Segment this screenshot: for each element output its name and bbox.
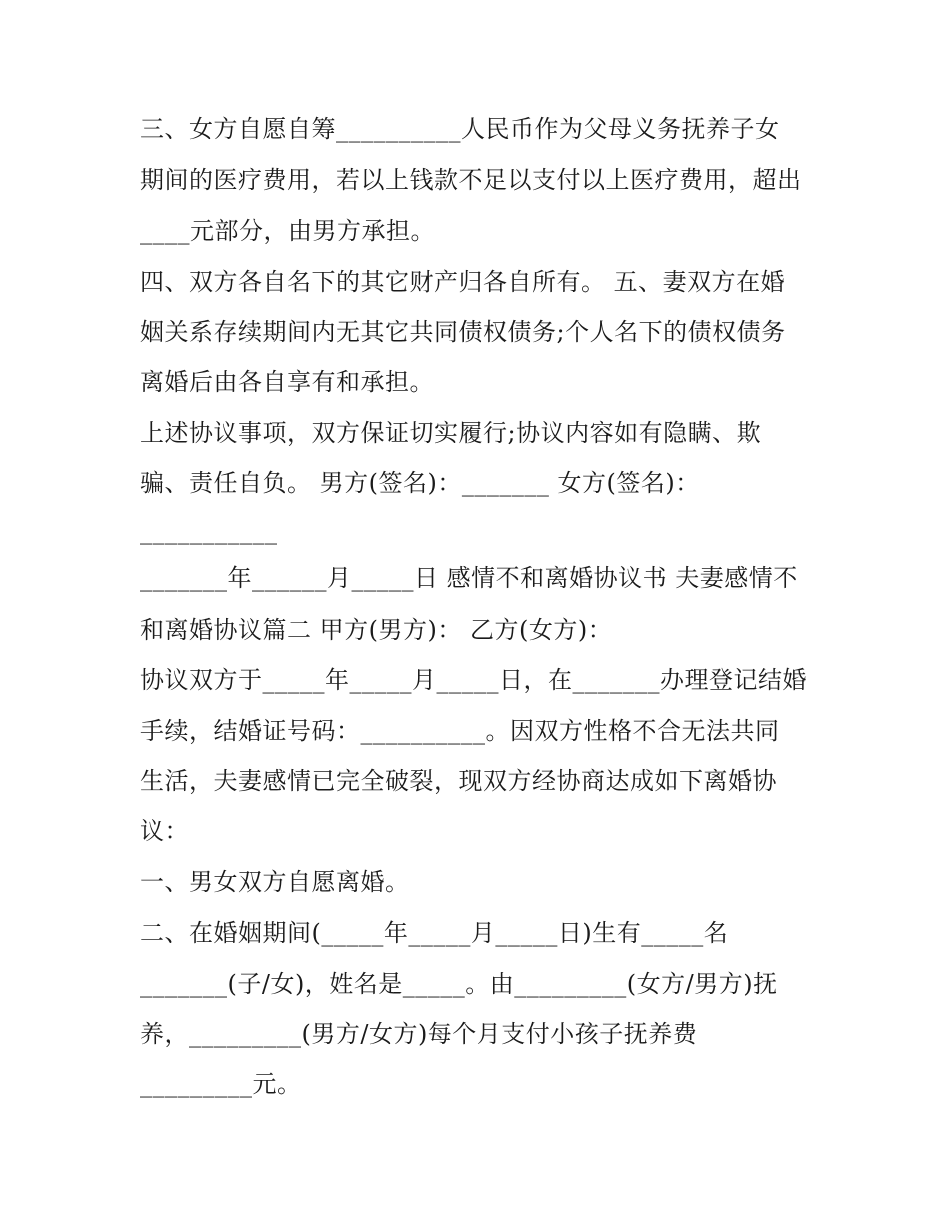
text-line: _______(子/女)，姓名是_____。由_________(女方/男方)抚	[140, 970, 778, 998]
text-line: 骗、责任自负。 男方(签名)：_______ 女方(签名)：	[140, 469, 700, 497]
text-line: 离婚后由各自享有和承担。	[140, 368, 434, 396]
text-line: 期间的医疗费用，若以上钱款不足以支付以上医疗费用，超出	[140, 166, 802, 194]
text-line: ___________	[140, 517, 278, 545]
text-line: 一、男女双方自愿离婚。	[140, 868, 410, 896]
text-line: _______年______月_____日 感情不和离婚协议书 夫妻感情不	[140, 564, 798, 592]
text-line: 三、女方自愿自筹__________人民币作为父母义务抚养子女	[140, 115, 780, 143]
text-line: 和离婚协议篇二 甲方(男方)： 乙方(女方)：	[140, 616, 613, 644]
text-line: 上述协议事项，双方保证切实履行;协议内容如有隐瞒、欺	[140, 419, 762, 447]
text-line: 姻关系存续期间内无其它共同债权债务;个人名下的债权债务	[140, 318, 786, 346]
text-line: 养，_________(男方/女方)每个月支付小孩子抚养费	[140, 1020, 698, 1048]
text-line: 手续，结婚证号码：__________。因双方性格不合无法共同	[140, 717, 780, 745]
text-line: ____元部分，由男方承担。	[140, 217, 435, 245]
text-line: 二、在婚姻期间(_____年_____月_____日)生有_____名	[140, 919, 729, 947]
text-line: 议：	[140, 817, 189, 845]
text-line: 生活，夫妻感情已完全破裂，现双方经协商达成如下离婚协	[140, 767, 777, 795]
text-line: 四、双方各自名下的其它财产归各自所有。 五、妻双方在婚	[140, 268, 786, 296]
text-line: 协议双方于_____年_____月_____日，在_______办理登记结婚	[140, 666, 807, 694]
text-line: _________元。	[140, 1070, 302, 1098]
